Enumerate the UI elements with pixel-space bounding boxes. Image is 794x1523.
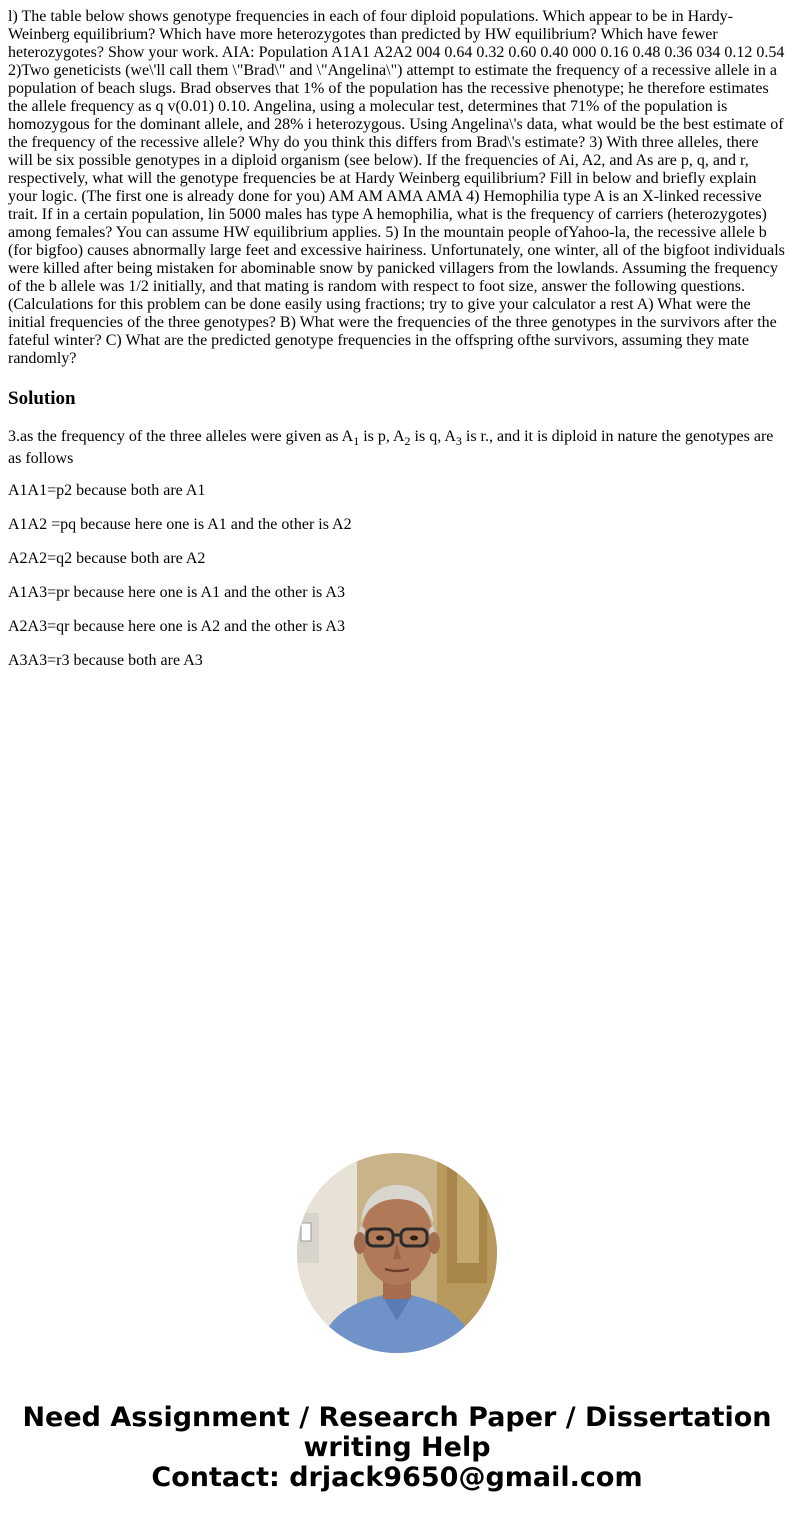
genotype-line-a3a3: A3A3=r3 because both are A3 [8,652,203,669]
intro-part-1: 3.as the frequency of the three alleles were given as A [8,428,354,445]
banner-line-1: Need Assignment / Research Paper / Dissertation [22,1402,772,1433]
genotype-line-a2a2: A2A2=q2 because both are A2 [8,550,206,567]
solution-intro [8,426,786,470]
solution-heading: Solution [8,388,76,409]
contact-banner [0,1403,794,1493]
intro-part-3: is q, A [410,428,456,445]
genotype-line-a1a3: A1A3=pr because here one is A1 and the other is A3 [8,584,345,601]
genotype-line-a1a2: A1A2 =pq because here one is A1 and the other is A2 [8,516,352,533]
intro-sub-1: 1 [353,434,360,449]
document-body [8,8,786,686]
genotype-line-a2a3: A2A3=qr because here one is A2 and the other is A3 [8,618,345,635]
question-text: l) The table below shows genotype frequencies in each of four diploid populations. Which appear to be in Hardy-Weinberg equilibrium? Which have more heterozygotes than predicted by HW equilibrium? Which have fewer heterozygotes? Show your work. AIA: Population A1A1 A2A2 004 0.64 0.32 0.60 0.40 000 0.16 0.48 0.36 034 0.12 0.54 2)Two geneticists (we\'ll call them \"Brad\" and \"Angelina\") attempt to estimate the frequency of a recessive allele in a population of beach slugs. Brad observes that 1% of the population has the recessive phenotype; he therefore estimates the allele frequency as q v(0.01) 0.10. Angelina, using a molecular test, determines that 71% of the population is homozygous for the dominant allele, and 28% i heterozygous. Using Angelina\'s data, what would be the best estimate of the frequency of the recessive allele? Why do you think this differs from Brad\'s estimate? 3) With three alleles, there will be six possible genotypes in a diploid organism (see below). If the frequencies of Ai, A2, and As are p, q, and r, respectively, what will the genotype frequencies be at Hardy Weinberg equilibrium? Fill in below and briefly explain your logic. (The first one is already done for you) AM AM AMA AMA 4) Hemophilia type A is an X-linked recessive trait. If in a certain population, lin 5000 males has type A hemophilia, what is the frequency of carriers (heterozygotes) among females? You can assume HW equilibrium applies. 5) In the mountain people ofYahoo-la, the recessive allele b (for bigfoo) causes abnormally large feet and excessive hairiness. Unfortunately, one winter, all of the bigfoot individuals were killed after being mistaken for abominable snow by panicked villagers from the lowlands. Assuming the frequency of the b allele was 1/2 initially, and that mating is random with respect to foot size, answer the following questions. (Calculations for this problem can be done easily using fractions; try to give your calculator a rest A) What were the initial frequencies of the three genotypes? B) What were the frequencies of the three genotypes in the survivors after the fateful winter? C) What are the predicted genotype frequencies in the offspring ofthe survivors, assuming they mate randomly? [8,8,785,367]
intro-part-4: is r., and it is diploid in nature the genotypes are as follows [8,428,774,467]
banner-contact-line: Contact: drjack9650@gmail.com [151,1462,643,1493]
intro-sub-2: 2 [404,434,411,449]
genotype-line-a1a1: A1A1=p2 because both are A1 [8,482,206,499]
tutor-portrait [297,1153,497,1353]
banner-line-2: writing Help [303,1432,491,1463]
tutor-avatar [297,1153,497,1353]
intro-sub-3: 3 [455,434,462,449]
intro-part-2: is p, A [359,428,405,445]
